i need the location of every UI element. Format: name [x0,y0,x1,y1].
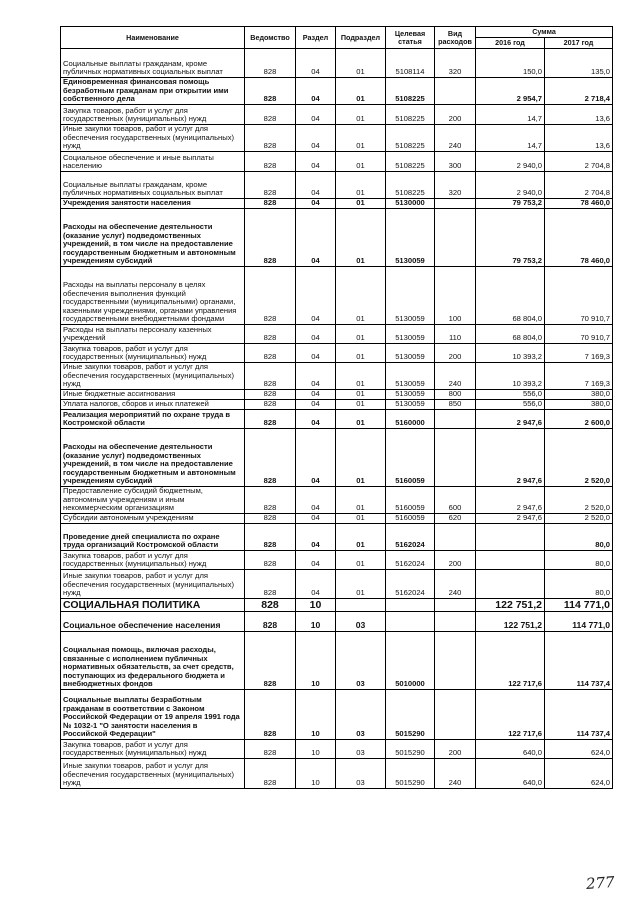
row-expense-type: 320 [435,49,476,78]
row-name: Расходы на обеспечение деятельности (оказание услуг) подведомственных учреждений, в том числе на предоставление государственным бюджетным и автономным учреждениям субсидий [61,429,245,487]
row-sum-2016 [476,524,545,551]
row-department: 828 [245,125,296,152]
table-row [61,487,613,514]
table-row [61,390,613,400]
row-name: Закупка товаров, работ и услуг для государственных (муниципальных) нужд [61,551,245,570]
row-sum-2016: 68 804,0 [476,267,545,325]
row-subsection: 01 [336,105,386,125]
row-subsection: 03 [336,759,386,789]
row-target-article: 5108225 [386,125,435,152]
row-department: 828 [245,570,296,599]
row-department: 828 [245,400,296,410]
row-target-article: 5160059 [386,429,435,487]
row-expense-type: 300 [435,152,476,172]
header-subsection: Подраздел [336,27,386,49]
row-department: 828 [245,612,296,632]
row-section: 04 [296,78,336,105]
row-sum-2016: 10 393,2 [476,363,545,390]
row-sum-2016: 79 753,2 [476,199,545,209]
row-sum-2016: 2 947,6 [476,410,545,429]
row-subsection: 01 [336,570,386,599]
table-row [61,172,613,199]
row-name: Реализация мероприятий по охране труда в Костромской области [61,410,245,429]
row-expense-type [435,612,476,632]
row-section: 04 [296,105,336,125]
row-department: 828 [245,78,296,105]
row-department: 828 [245,690,296,740]
row-department: 828 [245,199,296,209]
row-section: 04 [296,551,336,570]
row-section: 04 [296,524,336,551]
row-subsection [336,599,386,612]
row-sum-2016: 556,0 [476,390,545,400]
row-name: Социальное обеспечение населения [61,612,245,632]
row-department: 828 [245,524,296,551]
row-department: 828 [245,740,296,759]
table-row [61,740,613,759]
row-target-article: 5130059 [386,400,435,410]
row-section: 04 [296,49,336,78]
row-department: 828 [245,363,296,390]
table-row [61,267,613,325]
table-row [61,105,613,125]
row-target-article [386,612,435,632]
row-subsection: 01 [336,172,386,199]
row-sum-2016: 2 940,0 [476,152,545,172]
row-target-article: 5130059 [386,390,435,400]
row-sum-2017: 624,0 [545,759,613,789]
header-name: Наименование [61,27,245,49]
row-name: Закупка товаров, работ и услуг для государственных (муниципальных) нужд [61,105,245,125]
row-department: 828 [245,325,296,344]
row-section: 04 [296,363,336,390]
row-subsection: 01 [336,209,386,267]
row-section: 04 [296,410,336,429]
row-department: 828 [245,410,296,429]
row-expense-type [435,429,476,487]
table-row [61,152,613,172]
budget-table-page [60,26,612,789]
row-sum-2017: 2 600,0 [545,410,613,429]
row-department: 828 [245,514,296,524]
row-subsection: 01 [336,551,386,570]
budget-table [60,26,613,789]
table-row [61,570,613,599]
row-sum-2017: 380,0 [545,390,613,400]
row-expense-type: 200 [435,740,476,759]
row-subsection: 01 [336,49,386,78]
row-name: Социальная помощь, включая расходы, связанные с исполнением публичных нормативных обязательств, за счет средств, поступающих из федерального бюджета и внебюджетных фондов [61,632,245,690]
row-sum-2017: 80,0 [545,524,613,551]
row-expense-type: 200 [435,344,476,363]
row-sum-2017: 78 460,0 [545,199,613,209]
row-section: 04 [296,400,336,410]
row-sum-2017: 70 910,7 [545,325,613,344]
row-section: 04 [296,390,336,400]
table-row [61,514,613,524]
row-subsection: 01 [336,410,386,429]
row-subsection: 01 [336,429,386,487]
row-target-article: 5108225 [386,78,435,105]
row-sum-2016: 640,0 [476,759,545,789]
row-sum-2016 [476,570,545,599]
row-expense-type: 240 [435,759,476,789]
row-target-article: 5015290 [386,759,435,789]
row-subsection: 03 [336,612,386,632]
row-section: 04 [296,152,336,172]
handwritten-page-number: 277 [585,873,616,893]
row-expense-type [435,524,476,551]
row-target-article: 5130059 [386,363,435,390]
row-subsection: 01 [336,325,386,344]
row-name: Расходы на обеспечение деятельности (оказание услуг) подведомственных учреждений, в том числе на предоставление государственным бюджетным и автономным учреждениям субсидий [61,209,245,267]
row-expense-type: 110 [435,325,476,344]
row-sum-2016: 2 940,0 [476,172,545,199]
row-subsection: 01 [336,363,386,390]
row-target-article: 5130059 [386,209,435,267]
row-sum-2016: 14,7 [476,105,545,125]
row-expense-type: 600 [435,487,476,514]
header-target-article: Целевая статья [386,27,435,49]
row-section: 04 [296,344,336,363]
row-sum-2016: 640,0 [476,740,545,759]
row-department: 828 [245,152,296,172]
row-sum-2017: 70 910,7 [545,267,613,325]
row-section: 04 [296,267,336,325]
row-sum-2016: 122 717,6 [476,632,545,690]
table-row [61,612,613,632]
table-row [61,551,613,570]
row-expense-type [435,78,476,105]
row-expense-type: 100 [435,267,476,325]
row-department: 828 [245,487,296,514]
row-sum-2016: 2 954,7 [476,78,545,105]
row-subsection: 01 [336,78,386,105]
row-sum-2016: 2 947,6 [476,429,545,487]
row-target-article: 5108225 [386,172,435,199]
table-row [61,125,613,152]
row-name: Учреждения занятости населения [61,199,245,209]
row-sum-2016: 122 717,6 [476,690,545,740]
row-expense-type [435,599,476,612]
table-row [61,400,613,410]
row-target-article: 5015290 [386,690,435,740]
row-name: Единовременная финансовая помощь безработным гражданам при открытии ими собственного дела [61,78,245,105]
row-section: 04 [296,199,336,209]
row-sum-2016: 150,0 [476,49,545,78]
row-name: Закупка товаров, работ и услуг для государственных (муниципальных) нужд [61,344,245,363]
row-name: Субсидии автономным учреждениям [61,514,245,524]
row-target-article: 5160059 [386,514,435,524]
row-sum-2017: 114 771,0 [545,599,613,612]
row-subsection: 01 [336,125,386,152]
table-row [61,325,613,344]
row-department: 828 [245,267,296,325]
row-sum-2017: 13,6 [545,125,613,152]
row-target-article: 5010000 [386,632,435,690]
row-sum-2017: 624,0 [545,740,613,759]
row-sum-2016: 68 804,0 [476,325,545,344]
row-section: 04 [296,487,336,514]
row-expense-type: 240 [435,363,476,390]
row-target-article: 5108225 [386,105,435,125]
table-row [61,429,613,487]
row-section: 04 [296,429,336,487]
row-expense-type: 200 [435,551,476,570]
row-name: Иные закупки товаров, работ и услуг для обеспечения государственных (муниципальных) нужд [61,759,245,789]
row-department: 828 [245,344,296,363]
row-subsection: 03 [336,632,386,690]
row-expense-type: 620 [435,514,476,524]
row-department: 828 [245,390,296,400]
row-expense-type [435,199,476,209]
row-target-article: 5130059 [386,267,435,325]
row-subsection: 01 [336,524,386,551]
row-expense-type: 320 [435,172,476,199]
table-row [61,410,613,429]
row-target-article: 5162024 [386,570,435,599]
row-sum-2017: 78 460,0 [545,209,613,267]
row-expense-type: 200 [435,105,476,125]
budget-table-body [61,49,613,789]
row-expense-type [435,690,476,740]
row-department: 828 [245,429,296,487]
row-sum-2017: 2 520,0 [545,487,613,514]
row-sum-2017: 114 771,0 [545,612,613,632]
row-target-article: 5162024 [386,524,435,551]
row-expense-type [435,209,476,267]
row-subsection: 01 [336,390,386,400]
row-name: Иные закупки товаров, работ и услуг для обеспечения государственных (муниципальных) нужд [61,363,245,390]
row-name: Социальное обеспечение и иные выплаты населению [61,152,245,172]
row-target-article [386,599,435,612]
row-department: 828 [245,759,296,789]
row-sum-2017: 2 704,8 [545,152,613,172]
row-section: 04 [296,172,336,199]
row-subsection: 01 [336,199,386,209]
row-target-article: 5108114 [386,49,435,78]
row-name: Проведение дней специалиста по охране труда организаций Костромской области [61,524,245,551]
row-expense-type: 850 [435,400,476,410]
row-name: Социальные выплаты гражданам, кроме публичных нормативных социальных выплат [61,49,245,78]
row-sum-2017: 114 737,4 [545,690,613,740]
table-row [61,759,613,789]
row-sum-2017: 114 737,4 [545,632,613,690]
row-expense-type [435,410,476,429]
row-sum-2017: 80,0 [545,570,613,599]
row-target-article: 5160000 [386,410,435,429]
row-section: 04 [296,209,336,267]
row-sum-2017: 380,0 [545,400,613,410]
row-sum-2017: 2 704,8 [545,172,613,199]
header-year-2016: 2016 год [476,38,545,49]
row-name: Иные закупки товаров, работ и услуг для обеспечения государственных (муниципальных) нужд [61,570,245,599]
row-name: Расходы на выплаты персоналу казенных учреждений [61,325,245,344]
row-section: 04 [296,570,336,599]
row-department: 828 [245,105,296,125]
row-name: Иные бюджетные ассигнования [61,390,245,400]
row-sum-2017: 7 169,3 [545,363,613,390]
row-expense-type [435,632,476,690]
row-sum-2016: 122 751,2 [476,612,545,632]
table-row [61,363,613,390]
row-department: 828 [245,49,296,78]
header-section: Раздел [296,27,336,49]
row-sum-2016: 79 753,2 [476,209,545,267]
row-name: Социальные выплаты гражданам, кроме публичных нормативных социальных выплат [61,172,245,199]
header-expense-type: Вид расходов [435,27,476,49]
row-section: 10 [296,612,336,632]
row-name: Расходы на выплаты персоналу в целях обеспечения выполнения функций государственными (муниципальными) органами, казенными учреждениями, органами управления государственными внебюджетными фондами [61,267,245,325]
row-subsection: 03 [336,690,386,740]
row-target-article: 5130000 [386,199,435,209]
table-row [61,49,613,78]
row-sum-2017: 13,6 [545,105,613,125]
row-target-article: 5130059 [386,344,435,363]
row-sum-2017: 2 718,4 [545,78,613,105]
row-sum-2016: 2 947,6 [476,514,545,524]
row-section: 04 [296,125,336,152]
table-row [61,199,613,209]
row-department: 828 [245,209,296,267]
row-sum-2016: 122 751,2 [476,599,545,612]
row-sum-2016: 14,7 [476,125,545,152]
row-section: 10 [296,632,336,690]
row-expense-type: 240 [435,570,476,599]
row-sum-2017: 2 520,0 [545,429,613,487]
row-sum-2017: 2 520,0 [545,514,613,524]
row-subsection: 01 [336,487,386,514]
row-subsection: 01 [336,344,386,363]
row-expense-type: 800 [435,390,476,400]
row-section: 10 [296,690,336,740]
row-name: Социальные выплаты безработным гражданам в соответствии с Законом Российской Федерации от 19 апреля 1991 года № 1032-1 "О занятости населения в Российской Федерации" [61,690,245,740]
row-subsection: 01 [336,152,386,172]
row-name: Иные закупки товаров, работ и услуг для обеспечения государственных (муниципальных) нужд [61,125,245,152]
row-department: 828 [245,632,296,690]
table-row [61,599,613,612]
row-subsection: 01 [336,514,386,524]
row-department: 828 [245,172,296,199]
row-name: Закупка товаров, работ и услуг для государственных (муниципальных) нужд [61,740,245,759]
table-row [61,78,613,105]
row-target-article: 5160059 [386,487,435,514]
row-name: СОЦИАЛЬНАЯ ПОЛИТИКА [61,599,245,612]
table-row [61,632,613,690]
row-subsection: 01 [336,267,386,325]
row-subsection: 03 [336,740,386,759]
row-sum-2016: 10 393,2 [476,344,545,363]
row-section: 10 [296,740,336,759]
header-department: Ведомство [245,27,296,49]
row-target-article: 5108225 [386,152,435,172]
row-sum-2017: 80,0 [545,551,613,570]
row-target-article: 5162024 [386,551,435,570]
table-row [61,690,613,740]
row-section: 04 [296,325,336,344]
row-section: 10 [296,759,336,789]
header-year-2017: 2017 год [545,38,613,49]
table-row [61,209,613,267]
row-target-article: 5130059 [386,325,435,344]
row-expense-type: 240 [435,125,476,152]
table-row [61,344,613,363]
row-section: 04 [296,514,336,524]
row-department: 828 [245,599,296,612]
table-row [61,524,613,551]
row-name: Уплата налогов, сборов и иных платежей [61,400,245,410]
row-target-article: 5015290 [386,740,435,759]
row-department: 828 [245,551,296,570]
row-name: Предоставление субсидий бюджетным, автономным учреждениям и иным некоммерческим организациям [61,487,245,514]
header-sum: Сумма [476,27,613,38]
row-sum-2017: 7 169,3 [545,344,613,363]
row-sum-2017: 135,0 [545,49,613,78]
row-sum-2016: 556,0 [476,400,545,410]
row-sum-2016: 2 947,6 [476,487,545,514]
row-sum-2016 [476,551,545,570]
row-section: 10 [296,599,336,612]
row-subsection: 01 [336,400,386,410]
